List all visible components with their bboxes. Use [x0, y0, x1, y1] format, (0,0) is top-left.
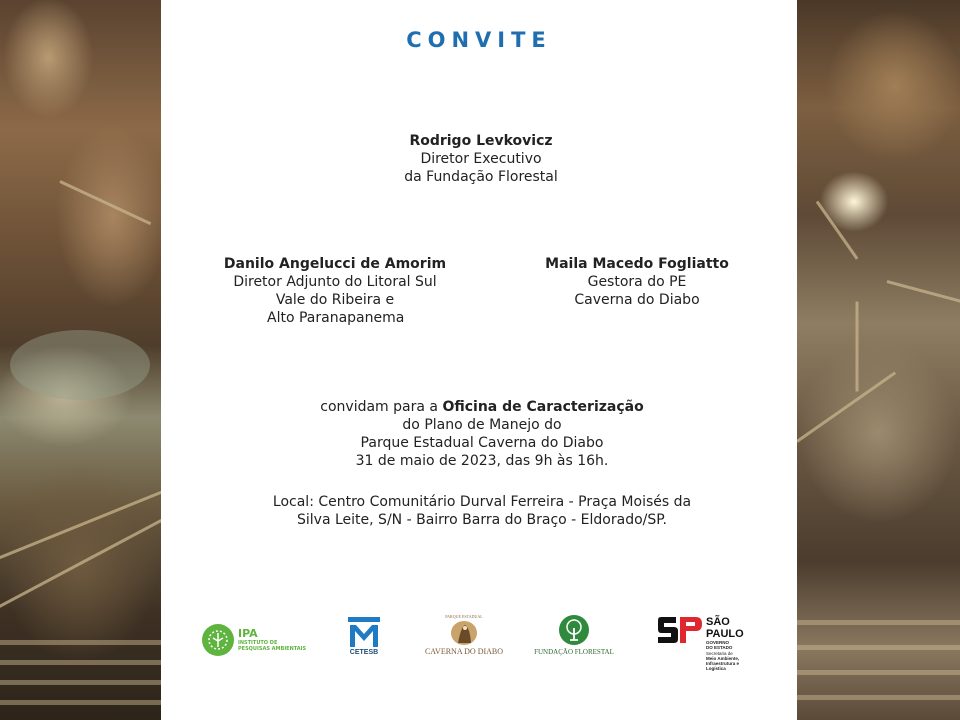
sp-sec-line3: Infraestrutura e	[706, 661, 740, 666]
fundacao-florestal-logo	[534, 614, 614, 656]
tree-icon	[558, 614, 590, 646]
host-block	[331, 132, 631, 186]
sp-title-line1: SÃO	[706, 616, 730, 628]
ipa-abbr: IPA	[238, 627, 258, 640]
cohost-right-name: Maila Macedo Fogliatto	[545, 256, 729, 272]
cetesb-mark-icon	[348, 617, 380, 649]
caverna-label: CAVERNA DO DIABO	[424, 647, 504, 656]
caverna-logo	[424, 614, 504, 656]
sp-gov-line2: DO ESTADO	[706, 645, 733, 650]
cohost-left-line3: Alto Paranapanema	[267, 310, 405, 326]
cohost-left-block	[195, 255, 475, 327]
ipa-line2: PESQUISAS AMBIENTAIS	[238, 646, 307, 652]
invitation-prefix: convidam para a	[320, 399, 443, 415]
sp-gov-line1: GOVERNO	[706, 640, 730, 645]
cohost-left-line2: Vale do Ribeira e	[275, 292, 395, 308]
host-role-line2: da Fundação Florestal	[404, 169, 558, 185]
cave-figure-icon	[449, 619, 479, 647]
cetesb-logo	[348, 617, 380, 656]
sp-sec-line1: Secretaria de	[706, 651, 733, 656]
location-block	[241, 493, 723, 529]
invitation-block	[261, 398, 703, 470]
host-role-line1: Diretor Executivo	[420, 151, 542, 167]
cohost-right-block	[527, 255, 747, 309]
sp-sec-line2: Meio Ambiente,	[706, 656, 740, 661]
ipa-line1: INSTITUTO DE	[238, 640, 278, 646]
event-date: 31 de maio de 2023, das 9h às 16h.	[355, 453, 609, 469]
location-line2: Silva Leite, S/N - Bairro Barra do Braço - Eldorado/SP.	[297, 512, 667, 528]
cohost-left-name: Danilo Angelucci de Amorim	[223, 256, 447, 272]
location-line1: Local: Centro Comunitário Durval Ferreira - Praça Moisés da	[272, 494, 692, 510]
cohost-right-line2: Caverna do Diabo	[574, 292, 700, 308]
event-name: Oficina de Caracterização	[442, 399, 644, 415]
cave-photo-left	[0, 0, 161, 720]
invitation-line3: Parque Estadual Caverna do Diabo	[360, 435, 604, 451]
sp-mark-icon	[656, 617, 702, 643]
leaf-icon	[202, 624, 234, 656]
sp-sec-line4: Logística	[706, 666, 726, 671]
host-name: Rodrigo Levkovicz	[409, 133, 553, 149]
caverna-top-label: PARQUE ESTADUAL	[445, 614, 483, 619]
cetesb-label: CETESB	[349, 649, 379, 656]
cohost-right-line1: Gestora do PE	[587, 274, 687, 290]
invitation-line2: do Plano de Manejo do	[402, 417, 562, 433]
ipa-logo	[202, 624, 306, 656]
sao-paulo-logo	[656, 617, 744, 671]
cohost-left-line1: Diretor Adjunto do Litoral Sul	[233, 274, 437, 290]
fundacao-label: FUNDAÇÃO FLORESTAL	[534, 648, 614, 656]
page-title: CONVITE	[406, 28, 552, 52]
sp-title-line2: PAULO	[706, 628, 744, 640]
cave-photo-right	[797, 0, 960, 720]
